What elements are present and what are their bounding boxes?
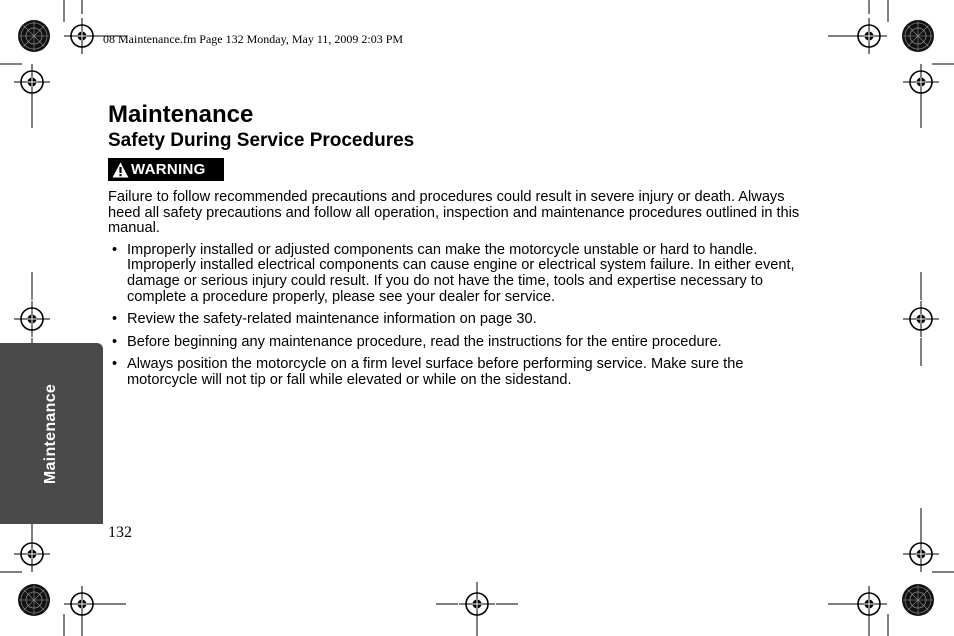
file-header: 08 Maintenance.fm Page 132 Monday, May 11, 2009 2:03 PM	[103, 32, 404, 46]
list-item-text: Review the safety-related maintenance information on page 30.	[127, 311, 537, 328]
list-item	[108, 243, 818, 305]
section-subtitle: Safety During Service Procedures	[108, 130, 415, 151]
bullet-dot: •	[112, 356, 118, 373]
warning-banner	[108, 158, 224, 181]
side-tab-label: Maintenance	[42, 383, 59, 485]
list-item	[108, 335, 818, 351]
bullet-list	[108, 243, 818, 389]
bullet-dot: •	[112, 241, 118, 258]
list-item-text: Always position the motorcycle on a firm level surface before performing service. Make sure the motorcycle will not tip or fall while elevated or while on the sidestand.	[127, 356, 744, 388]
page-title: Maintenance	[108, 101, 254, 128]
bullet-dot: •	[112, 333, 118, 350]
list-item-text: Before beginning any maintenance procedure, read the instructions for the entire procedure.	[127, 333, 722, 350]
bullet-dot: •	[112, 311, 118, 328]
list-item	[108, 357, 818, 388]
warning-label: WARNING	[131, 161, 206, 178]
intro-paragraph: Failure to follow recommended precautions and procedures could result in severe injury or death. Always heed all safety precautions and follow all operation, inspection and maintenance procedures outlined in this manual.	[108, 189, 800, 237]
section-side-tab	[0, 343, 103, 524]
page-body	[108, 190, 818, 396]
warning-icon	[112, 162, 129, 178]
page-number: 132	[108, 524, 132, 541]
list-item	[108, 312, 818, 328]
list-item-text: Improperly installed or adjusted components can make the motorcycle unstable or hard to handle. Improperly installed electrical components can cause engine or electrical system failure. In either event, damage or serious injury could result. If you do not have the time, tools and expertise necessary to complete a procedure properly, please see your dealer for service.	[127, 241, 795, 305]
